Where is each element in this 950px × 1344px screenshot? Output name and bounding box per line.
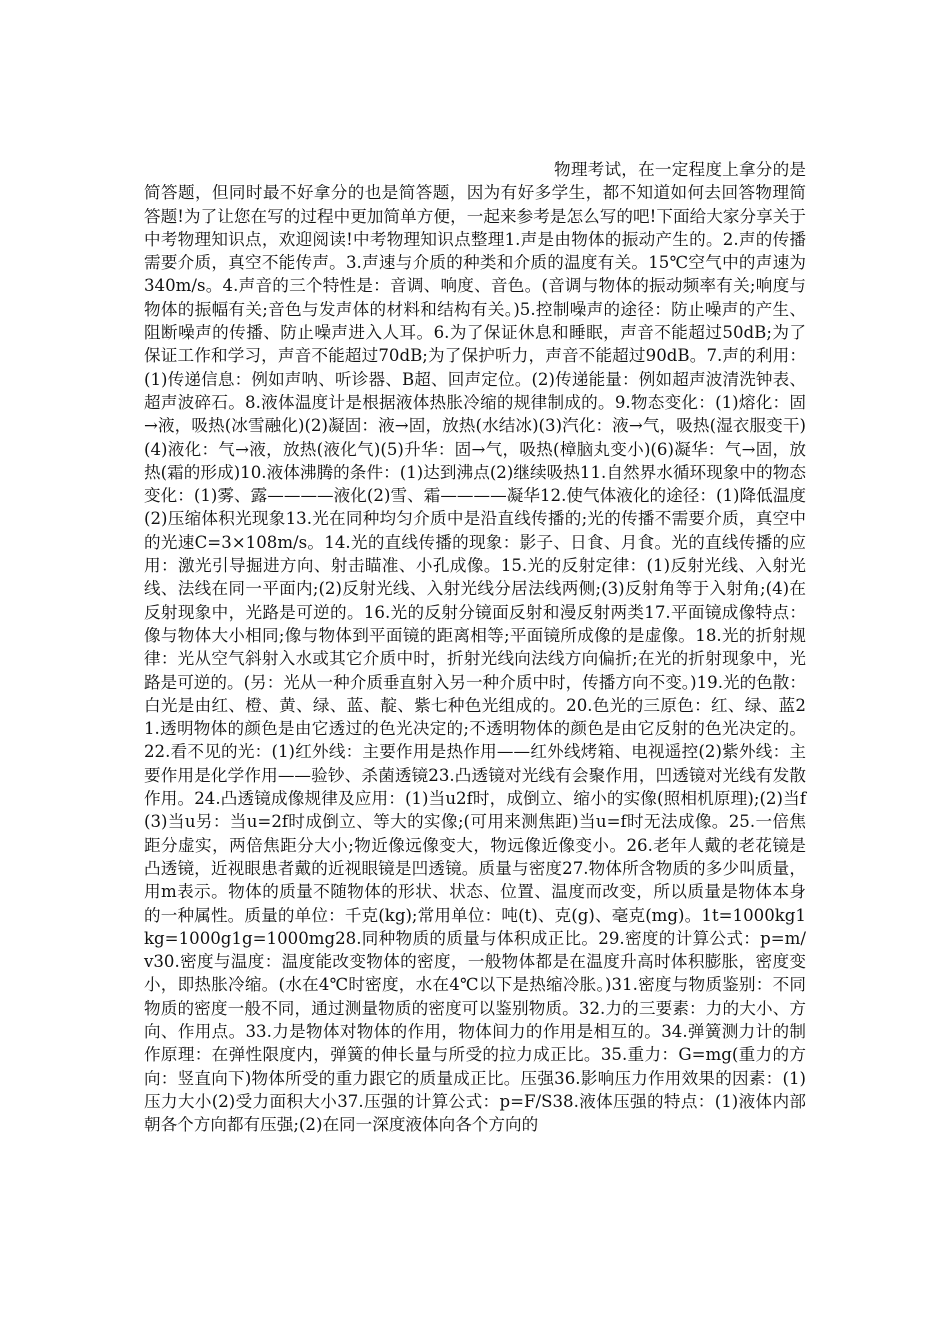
document-body-text: 物理考试，在一定程度上拿分的是简答题，但同时最不好拿分的也是简答题，因为有好多学生，都不知道如何去回答物理简答题!为了让您在写的过程中更加简单方便，一起来参考是怎么写的吧!下面给大家分享关于中考物理知识点，欢迎阅读!中考物理知识点整理1.声是由物体的振动产生的。2.声的传播需要介质，真空不能传声。3.声速与介质的种类和介质的温度有关。15℃空气中的声速为340m/s。4.声音的三个特性是：音调、响度、音色。(音调与物体的振动频率有关;响度与物体的振幅有关;音色与发声体的材料和结构有关。)5.控制噪声的途径：防止噪声的产生、阻断噪声的传播、防止噪声进入人耳。6.为了保证休息和睡眠，声音不能超过50dB;为了保证工作和学习，声音不能超过70dB;为了保护听力，声音不能超过90dB。7.声的利用：(1)传递信息：例如声呐、听诊器、B超、回声定位。(2)传递能量：例如超声波清洗钟表、超声波碎石。8.液体温度计是根据液体热胀冷缩的规律制成的。9.物态变化：(1)熔化：固→液，吸热(冰雪融化)(2)凝固：液→固，放热(水结冰)(3)汽化：液→气，吸热(湿衣服变干)(4)液化：气→液，放热(液化气)(5)升华：固→气，吸热(樟脑丸变小)(6)凝华：气→固，放热(霜的形成)10.液体沸腾的条件：(1)达到沸点(2)继续吸热11.自然界水循环现象中的物态变化：(1)雾、露————液化(2)雪、霜————凝华12.使气体液化的途径：(1)降低温度(2)压缩体积光现象13.光在同种均匀介质中是沿直线传播的;光的传播不需要介质，真空中的光速C=3×108m/s。14.光的直线传播的现象：影子、日食、月食。光的直线传播的应用：激光引导掘进方向、射击瞄准、小孔成像。15.光的反射定律：(1)反射光线、入射光线、法线在同一平面内;(2)反射光线、入射光线分居法线两侧;(3)反射角等于入射角;(4)在反射现象中，光路是可逆的。16.光的反射分镜面反射和漫反射两类17.平面镜成像特点：像与物体大小相同;像与物体到平面镜的距离相等;平面镜所成像的是虚像。18.光的折射规律：光从空气斜射入水或其它介质中时，折射光线向法线方向偏折;在光的折射现象中，光路是可逆的。(另：光从一种介质垂直射入另一种介质中时，传播方向不变。)19.光的色散：白光是由红、橙、黄、绿、蓝、靛、紫七种色光组成的。20.色光的三原色：红、绿、蓝21.透明物体的颜色是由它透过的色光决定的;不透明物体的颜色是由它反射的色光决定的。22.看不见的光：(1)红外线：主要作用是热作用——红外线烤箱、电视遥控(2)紫外线：主要作用是化学作用——验钞、杀菌透镜23.凸透镜对光线有会聚作用，凹透镜对光线有发散作用。24.凸透镜成像规律及应用：(1)当u2f时，成倒立、缩小的实像(照相机原理);(2)当f(3)当u另：当u=2f时成倒立、等大的实像;(可用来测焦距)当u=f时无法成像。25.一倍焦距分虚实，两倍焦距分大小;物近像远像变大，物远像近像变小。26.老年人戴的老花镜是凸透镜，近视眼患者戴的近视眼镜是凹透镜。质量与密度27.物体所含物质的多少叫质量，用m表示。物体的质量不随物体的形状、状态、位置、温度而改变，所以质量是物体本身的一种属性。质量的单位：千克(kg);常用单位：吨(t)、克(g)、毫克(mg)。1t=1000kg1kg=1000g1g=1000mg28.同种物质的质量与体积成正比。29.密度的计算公式：p=m/v30.密度与温度：温度能改变物体的密度，一般物体都是在温度升高时体积膨胀，密度变小，即热胀冷缩。(水在4℃时密度，水在4℃以下是热缩冷胀。)31.密度与物质鉴别：不同物质的密度一般不同，通过测量物质的密度可以鉴别物质。32.力的三要素：力的大小、方向、作用点。33.力是物体对物体的作用，物体间力的作用是相互的。34.弹簧测力计的制作原理：在弹性限度内，弹簧的伸长量与所受的拉力成正比。35.重力：G=mg(重力的方向：竖直向下)物体所受的重力跟它的质量成正比。压强36.影响压力作用效果的因素：(1)压力大小(2)受力面积大小37.压强的计算公式：p=F/S38.液体压强的特点：(1)液体内部朝各个方向都有压强;(2)在同一深度液体向各个方向的 [144, 160, 806, 1135]
